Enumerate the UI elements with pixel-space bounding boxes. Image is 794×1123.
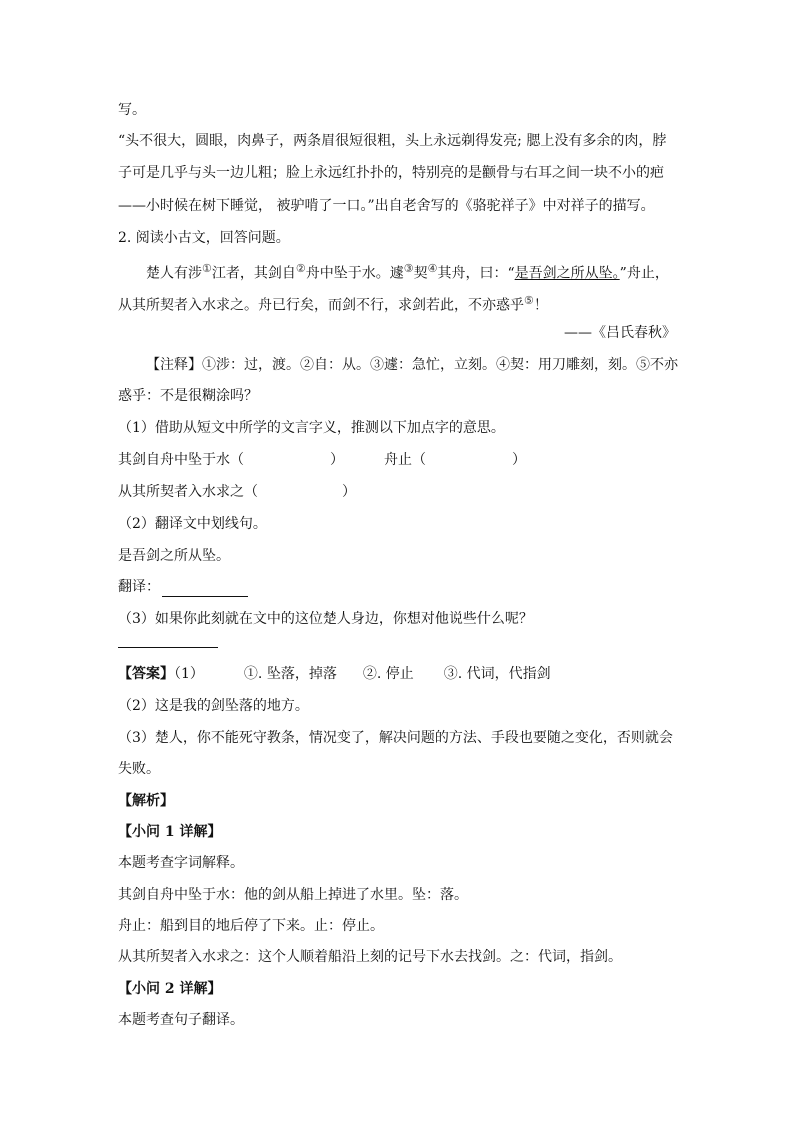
answer-line: （3）楚人，你不能死守教条，情况变了，解决问题的方法、手段也要随之变化，否则就会 (118, 730, 673, 746)
note-mark: ③ (403, 262, 414, 275)
answer-line: （2）这是我的剑坠落的地方。 (118, 698, 309, 714)
underlined-quote: 是吾剑之所从坠。 (118, 548, 230, 564)
note-mark: ⑤ (524, 294, 534, 307)
note-mark: ② (295, 262, 306, 275)
analysis-heading: 【解析】 (118, 793, 174, 809)
blank-close: ） (512, 452, 526, 468)
passage-source: ——《吕氏春秋》 (564, 325, 676, 341)
blank-prompt: 舟止（ (384, 452, 426, 468)
answer-label: 【答案】 (118, 666, 174, 682)
blank-prompt: 其剑自舟中坠于水（ (118, 452, 244, 468)
answer-blank (162, 582, 248, 597)
answer-item: ③. 代词，代指剑 (443, 666, 551, 682)
answer-item: ②. 停止 (362, 666, 414, 682)
fill-blank-line (118, 482, 356, 502)
answer-line (118, 664, 551, 684)
notes-line: 惑乎：不是很糊涂吗？ (118, 388, 258, 404)
passage-text: 其舟，曰：“ (437, 265, 515, 282)
text-line: ——小时候在树下睡觉， 被驴啃了一口。”出自老舍写的《骆驼祥子》中对祥子的描写。 (118, 198, 655, 214)
answer-item: ①. 坠落，掉落 (243, 666, 337, 682)
passage-text: 江者，其剑自 (211, 265, 296, 282)
question-heading: 2. 阅读小古文，回答问题。 (118, 230, 290, 246)
subquestion-1: （1）借助从短文中所学的文言字义，推测以下加点字的意思。 (118, 420, 505, 436)
passage-text: 契 (413, 265, 428, 282)
text-line: 写。 (118, 102, 146, 118)
text-line: 子可是几乎与头一边儿粗；脸上永远红扑扑的，特别亮的是颧骨与右耳之间一块不小的疤 (118, 165, 664, 181)
blank-prompt: 从其所契者入水求之（ (118, 484, 258, 500)
analysis-line: 其剑自舟中坠于水：他的剑从船上掉进了水里。坠：落。 (118, 887, 468, 903)
sub-analysis-heading: 【小问 2 详解】 (118, 981, 222, 997)
passage-text: 从其所契者入水求之。舟已行矣，而剑不行，求剑若此，不亦惑乎 (118, 297, 524, 314)
fill-blank-line (118, 450, 526, 470)
translation-label: 翻译： (118, 579, 160, 595)
subquestion-2: （2）翻译文中划线句。 (118, 516, 267, 532)
translation-line (118, 577, 248, 597)
passage-text: ”舟止， (619, 265, 669, 282)
passage-line (118, 291, 548, 316)
sub-analysis-heading: 【小问 1 详解】 (118, 824, 222, 840)
analysis-line: 本题考查句子翻译。 (118, 1012, 244, 1028)
analysis-line: 本题考查字词解释。 (118, 855, 244, 871)
answer-part: （1） (174, 666, 204, 682)
analysis-line: 从其所契者入水求之：这个人顺着船沿上刻的记号下水去找剑。之：代词，指剑。 (118, 949, 622, 965)
passage-text: 楚人有涉 (146, 265, 202, 282)
blank-close: ） (342, 484, 356, 500)
passage-text: ！ (533, 297, 548, 314)
underlined-sentence: 是吾剑之所从坠。 (514, 265, 620, 282)
subquestion-3: （3）如果你此刻就在文中的这位楚人身边，你想对他说些什么呢？ (118, 611, 533, 627)
notes-line: 【注释】①涉：过，渡。②自：从。③遽：急忙，立刻。④契：用刀雕刻，刻。⑤不亦 (146, 357, 678, 373)
text-line: “头不很大，圆眼，肉鼻子，两条眉很短很粗，头上永远剃得发亮; 腮上没有多余的肉，脖 (118, 133, 667, 149)
note-mark: ④ (427, 262, 438, 275)
analysis-line: 舟止：船到目的地后停了下来。止：停止。 (118, 918, 384, 934)
answer-line: 失败。 (118, 761, 160, 777)
note-mark: ① (202, 262, 212, 275)
passage-text: 舟中坠于水。遽 (305, 265, 404, 282)
answer-blank-line (118, 647, 218, 648)
passage-line (146, 259, 669, 284)
blank-close: ） (330, 452, 344, 468)
